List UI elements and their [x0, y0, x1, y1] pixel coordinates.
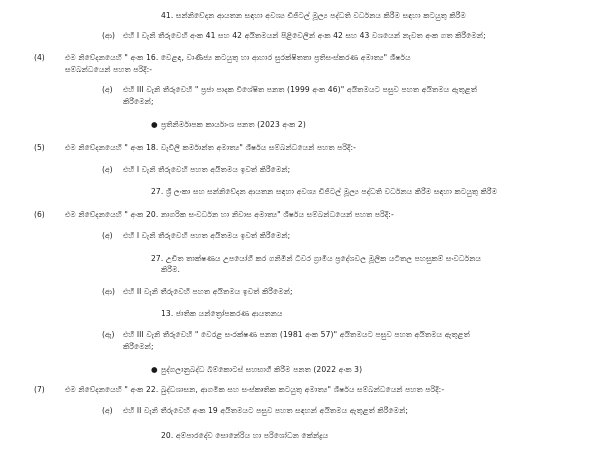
sub-text: එහි III වැනි තීරුවෙහි " වෙරළ සංරක්ෂණ පනත (1981 අංක 57)" අයිතමයට පසුව පහත අයිතමය ඇතුළත්: [123, 330, 470, 339]
sub-marker: (ඇ): [102, 330, 115, 339]
sub-text: එහි II වැනි තීරුවෙහි අංක 19 අයිතමයට පසුව පහත සඳහන් අයිතමය ඇතුළත් කිරීමෙන්;: [123, 406, 409, 415]
section-5-text: එම නිවේදනයෙහි " අංක 18. වැවිලි කර්මාන්ත අමාත්‍ය" ශීර්ෂය සම්බන්ධයෙන් පහත පරිදි:-: [65, 143, 357, 152]
sub-marker: (අ): [102, 165, 113, 174]
removed-item-27b-cont: කිරීම.: [161, 265, 181, 274]
bullet-icon: ●: [151, 120, 158, 129]
item-41-text: 41. සන්නිවේදන ආයතන සඳහා අවශ්‍ය ඩිජිටල් මූල්‍ය පද්ධති වර්ධනය කිරීම සඳහා කටයුතු කිරීම: [161, 11, 466, 20]
sub-marker: (ආ): [102, 31, 115, 40]
section-6-text: එම නිවේදනයෙහි " අංක 20. නාගරික සංවර්ධන හා නිවාස අමාත්‍ය" ශීර්ෂය සම්බන්ධයෙන් පහත පරිදි:-: [65, 210, 394, 219]
removed-item-27b: 27. උචිත තාක්ෂණය උපයෝගී කර ගනිමින් ධීවර ග්‍රාමීය ප්‍රදේශවල මූලික යටිතල පහසුකම් සංවර්ධනය: [151, 254, 482, 263]
sub-marker: (ආ): [102, 287, 115, 296]
sub-text: එහි I වැනි තීරුවෙහි අංක 41 සහ 42 අයිතමයන් පිළිවෙලින් අංක 42 සහ 43 වශයෙන් නැවත අංක ගත කිරීමෙන්;: [123, 31, 486, 40]
section-4-text: එම නිවේදනයෙහි " අංක 16. වෙළඳ, වාණිජ්‍ය කටයුතු හා ආහාර සුරක්ෂිතතා ප්‍රතිසංස්කරණ අමාත්‍ය" ශීර්ෂය: [65, 53, 411, 62]
section-4-text-cont: සම්බන්ධයෙන් පහත පරිදි:-: [65, 65, 153, 74]
section-number-4: (4): [34, 53, 45, 62]
sub-marker: (අ): [102, 231, 113, 240]
removed-item-13: 13. ජාතික යන්ත්‍රෝපකරණ ආයතනය: [161, 309, 283, 318]
inserted-act: පුද්ගලානුබද්ධ බිම්කොටස් සහභාගී කිරීම පනත (2022 අංක 3): [161, 365, 363, 374]
section-number-7: (7): [34, 385, 45, 394]
sub-text: එහි I වැනි තීරුවෙහි පහත අයිතමය ඉවත් කිරීමෙන්;: [123, 165, 291, 174]
sub-text: එහි II වැනි තීරුවෙහි පහත අයිතමය ඉවත් කිරීමෙන්;: [123, 287, 293, 296]
sub-text: එහි I වැනි තීරුවෙහි පහත අයිතමය ඉවත් කිරීමෙන්;: [123, 231, 291, 240]
sub-text-cont: කිරීමෙන්;: [123, 97, 154, 106]
section-7-text: එම නිවේදනයෙහි " අංක 22. බුද්ධශාසන, ආගමික සහ සංස්කෘතික කටයුතු අමාත්‍ය" ශීර්ෂය සම්බන්ධයෙන් පහත පරිදි:-: [65, 385, 445, 394]
sub-text-cont: කිරීමෙන්;: [123, 342, 154, 351]
section-number-5: (5): [34, 143, 45, 152]
sub-marker: (අ): [102, 406, 113, 415]
sub-marker: (අ): [102, 85, 113, 94]
bullet-icon: ●: [151, 365, 158, 374]
sub-text: එහි III වැනි තීරුවෙහි " ප්‍රජා පාදක විශේෂිත පනත (1999 අංක 46)" අයිතමයට පසුව පහත අයිතමය ඇතුළත්: [123, 85, 477, 94]
inserted-item-20: 20. අම්පාරදේව සොනේරිය හා පරිශෝධන කේන්ද්‍රය: [161, 431, 329, 440]
removed-item-27: 27. ශ්‍රී ලංකා සහ සන්නිවේදන ආයතන සඳහා අවශ්‍ය ඩිජිටල් මූල්‍ය පද්ධති වර්ධනය කිරීම සඳහා කටයුතු කිරීම: [151, 187, 498, 196]
inserted-act: ප්‍රතිනිර්මාපක කාර්යාංශ පනත (2023 අංක 2): [161, 120, 306, 129]
section-number-6: (6): [34, 210, 45, 219]
